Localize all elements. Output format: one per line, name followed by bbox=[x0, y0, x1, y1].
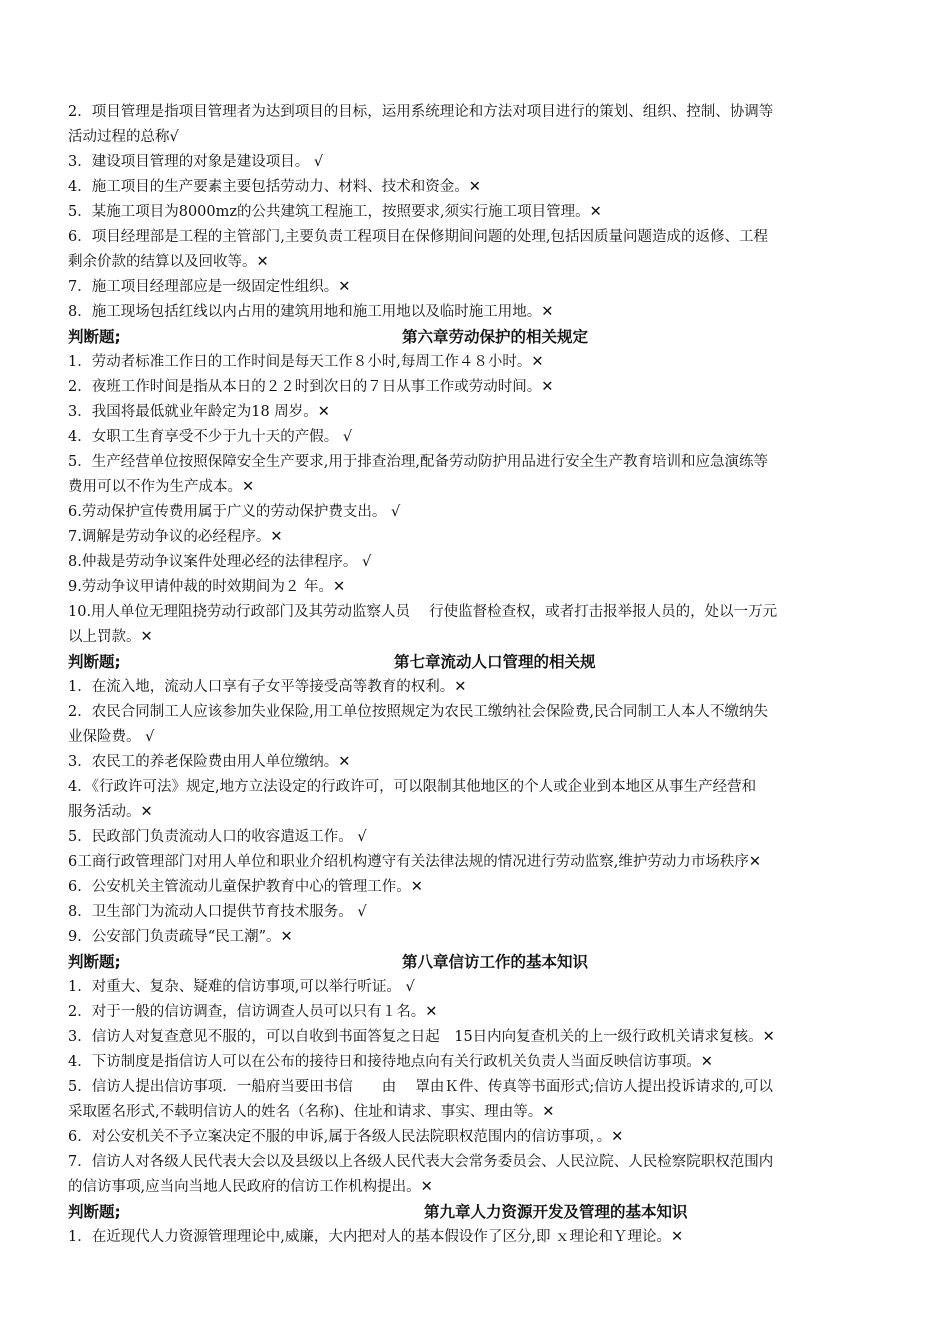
chapter-title: 第六章劳动保护的相关规定 bbox=[402, 328, 589, 346]
text-line: 6.劳动保护宣传费用属于广义的劳动保护费支出。 √ bbox=[68, 504, 401, 520]
text-line: 5．某施工项目为8000mz的公共建筑工程施工，按照要求,须实行施工项目管理。✕ bbox=[68, 204, 602, 220]
section-heading bbox=[68, 325, 883, 350]
section-label: 判断题; bbox=[68, 328, 121, 346]
text-line: 9.劳动争议甲请仲裁的时效期间为２ 年。✕ bbox=[68, 579, 346, 595]
text-line: 4．《行政许可法》规定,地方立法设定的行政许可，可以限制其他地区的个人或企业到本地区从事生产经营和 bbox=[68, 779, 757, 795]
text-line: 费用可以不作为生产成本。✕ bbox=[68, 479, 255, 495]
section-label: 判断题; bbox=[68, 1203, 121, 1221]
text-line: 1．对重大、复杂、疑难的信访事项,可以举行听证。 √ bbox=[68, 979, 415, 995]
chapter-title: 第八章信访工作的基本知识 bbox=[402, 953, 589, 971]
text-line: 3．我国将最低就业年龄定为18 周岁。✕ bbox=[68, 404, 330, 420]
text-line: 3．建设项目管理的对象是建设项目。 √ bbox=[68, 154, 324, 170]
text-line: 4．下访制度是指信访人可以在公布的接待日和接待地点向有关行政机关负责人当面反映信访事项。✕ bbox=[68, 1054, 713, 1070]
section-label: 判断题; bbox=[68, 653, 121, 671]
text-line: 2．对于一般的信访调查，信访调查人员可以只有１名。✕ bbox=[68, 1004, 438, 1020]
text-line: 业保险费。 √ bbox=[68, 729, 155, 745]
chapter-title: 第七章流动人口管理的相关规 bbox=[394, 653, 596, 671]
text-line: 2．夜班工作时间是指从本日的２２时到次日的７日从事工作或劳动时间。✕ bbox=[68, 379, 554, 395]
text-line: 7.调解是劳动争议的必经程序。✕ bbox=[68, 529, 283, 545]
text-line: 1．在近现代人力资源管理理论中,威廉，大内把对人的基本假设作了区分,即 ｘ理论和Ｙ理论。✕ bbox=[68, 1229, 684, 1245]
text-line: 服务活动。✕ bbox=[68, 804, 153, 820]
text-line: 3．信访人对复查意见不服的，可以自收到书面答复之日起 15日内向复查机关的上一级行政机关请求复核。✕ bbox=[68, 1029, 775, 1045]
text-line: 8．施工现场包括红线以内占用的建筑用地和施工用地以及临时施工用地。✕ bbox=[68, 304, 554, 320]
text-line: 剩余价款的结算以及回收等。✕ bbox=[68, 254, 269, 270]
text-line: 采取匿名形式,不载明信访人的姓名（名称)、住址和请求、事实、理由等。✕ bbox=[68, 1104, 555, 1120]
text-line: 1．劳动者标准工作日的工作时间是每天工作８小时,每周工作４８小时。✕ bbox=[68, 354, 544, 370]
text-line: 5．生产经营单位按照保障安全生产要求,用于排查治理,配备劳动防护用品进行安全生产教育培训和应急演练等 bbox=[68, 454, 768, 470]
text-line: 2．农民合同制工人应该参加失业保险,用工单位按照规定为农民工缴纳社会保险费,民合同制工人本人不缴纳失 bbox=[68, 704, 768, 720]
text-line: 活动过程的总称√ bbox=[68, 129, 179, 145]
text-line: 6工商行政管理部门对用人单位和职业介绍机构遵守有关法律法规的情况进行劳动监察,维护劳动力市场秩序✕ bbox=[68, 854, 761, 870]
text-line: 8．卫生部门为流动人口提供节育技术服务。 √ bbox=[68, 904, 367, 920]
text-line: 5．民政部门负责流动人口的收容遣返工作。 √ bbox=[68, 829, 367, 845]
text-line: 的信访事项,应当向当地人民政府的信访工作机构提出。✕ bbox=[68, 1179, 433, 1195]
text-line: 4．女职工生育享受不少于九十天的产假。 √ bbox=[68, 429, 353, 445]
text-line: 5．信访人提出信访事项．一船府当要田书信 由 罩由Ｋ件、传真等书面形式;信访人提出投诉请求的,可以 bbox=[68, 1079, 773, 1095]
section-heading bbox=[68, 1200, 883, 1225]
text-line: 6．项目经理部是工程的主管部门,主要负责工程项目在保修期间问题的处理,包括因质量问题造成的返修、工程 bbox=[68, 229, 768, 245]
section-label: 判断题; bbox=[68, 953, 121, 971]
text-line: 1．在流入地，流动人口享有子女平等接受高等教育的权利。✕ bbox=[68, 679, 467, 695]
text-line: 10.用人单位无理阻挠劳动行政部门及其劳动监察人员 行使监督检查权，或者打击报举报人员的，处以一万元 bbox=[68, 604, 778, 620]
text-line: 7．施工项目经理部应是一级固定性组织。✕ bbox=[68, 279, 351, 295]
document-page bbox=[68, 100, 883, 1250]
text-line: 8.仲裁是劳动争议案件处理必经的法律程序。 √ bbox=[68, 554, 372, 570]
text-line: 9．公安部门负责疏导“民工潮”。✕ bbox=[68, 929, 293, 945]
chapter-title: 第九章人力资源开发及管理的基本知识 bbox=[424, 1203, 688, 1221]
text-line: 7．信访人对各级人民代表大会以及县级以上各级人民代表大会常务委员会、人民泣院、人民检察院职权范围内 bbox=[68, 1154, 774, 1170]
text-line: 以上罚款。✕ bbox=[68, 629, 153, 645]
section-heading bbox=[68, 950, 883, 975]
text-line: 2．项目管理是指项目管理者为达到项目的目标，运用系统理论和方法对项目进行的策划、组织、控制、协调等 bbox=[68, 104, 774, 120]
section-heading bbox=[68, 650, 883, 675]
text-line: 4．施工项目的生产要素主要包括劳动力、材料、技术和资金。✕ bbox=[68, 179, 481, 195]
text-line: 6．对公安机关不予立案决定不服的申诉,属于各级人民法院职权范围内的信访事项，。✕ bbox=[68, 1129, 624, 1145]
text-line: 3．农民工的养老保险费由用人单位缴纳。✕ bbox=[68, 754, 351, 770]
text-line: 6．公安机关主管流动儿童保护教育中心的管理工作。✕ bbox=[68, 879, 423, 895]
